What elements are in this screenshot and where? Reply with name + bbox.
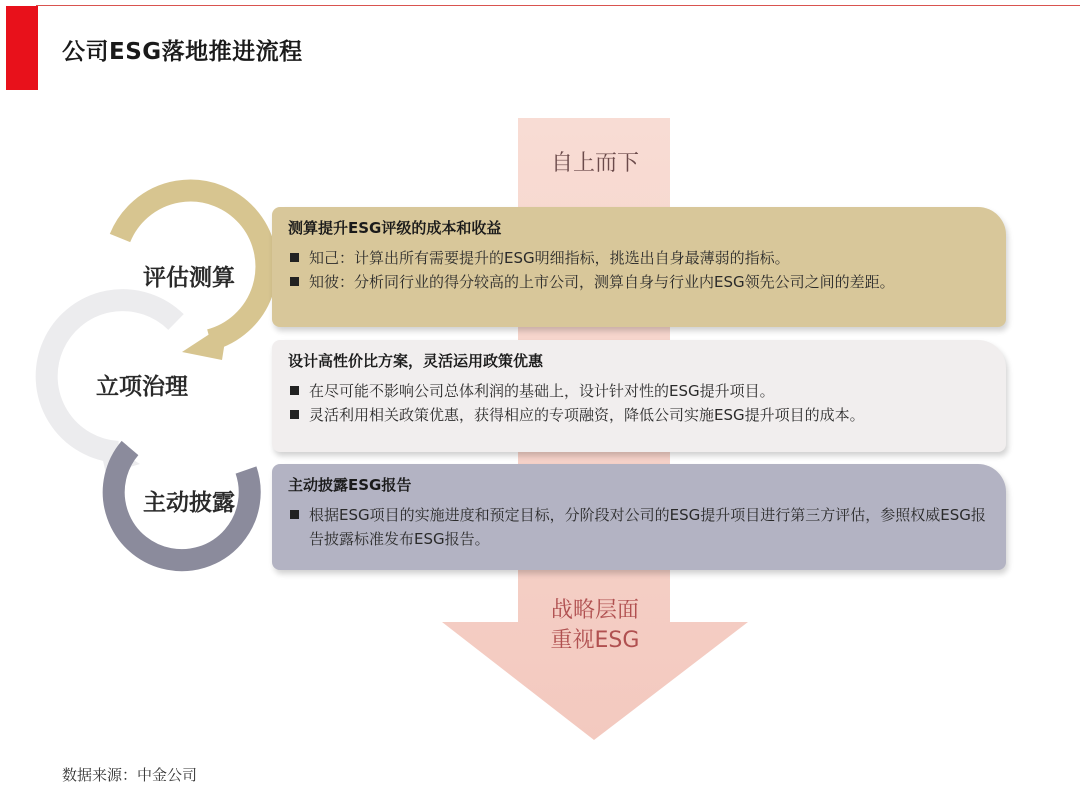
cycle-label-governance: 立项治理 bbox=[96, 374, 188, 400]
page-title: 公司ESG落地推进流程 bbox=[62, 39, 303, 65]
step-box-title: 测算提升ESG评级的成本和收益 bbox=[288, 219, 502, 237]
bullet-square-icon bbox=[290, 386, 299, 395]
step-box-title: 主动披露ESG报告 bbox=[288, 476, 412, 494]
arrow-bottom-line-2: 重视ESG bbox=[550, 628, 640, 653]
bullet-item bbox=[288, 379, 990, 403]
bullet-item bbox=[288, 503, 990, 551]
arrow-top-label: 自上而下 bbox=[550, 151, 639, 176]
bullet-item bbox=[288, 403, 990, 427]
bullet-item bbox=[288, 246, 990, 270]
cycle-label-disclose: 主动披露 bbox=[143, 490, 235, 516]
bullet-text: 知彼：分析同行业的得分较高的上市公司，测算自身与行业内ESG领先公司之间的差距。 bbox=[309, 273, 895, 291]
bullet-square-icon bbox=[290, 277, 299, 286]
bullet-text: 在尽可能不影响公司总体利润的基础上，设计针对性的ESG提升项目。 bbox=[309, 382, 775, 400]
source-note: 数据来源：中金公司 bbox=[62, 766, 198, 784]
bullet-text: 知己：计算出所有需要提升的ESG明细指标，挑选出自身最薄弱的指标。 bbox=[309, 249, 790, 267]
cycle-label-assess: 评估测算 bbox=[143, 265, 235, 291]
step-box-assess bbox=[272, 207, 1006, 327]
bullet-square-icon bbox=[290, 410, 299, 419]
step-box-disclose bbox=[272, 464, 1006, 570]
bullet-text: 灵活利用相关政策优惠，获得相应的专项融资，降低公司实施ESG提升项目的成本。 bbox=[309, 406, 865, 424]
bullet-square-icon bbox=[290, 510, 299, 519]
cycle-arrowhead-assess bbox=[182, 322, 228, 360]
bullet-item bbox=[288, 270, 990, 294]
bullet-text: 根据ESG项目的实施进度和预定目标，分阶段对公司的ESG提升项目进行第三方评估，参照权威ESG报告披露标准发布ESG报告。 bbox=[309, 506, 986, 548]
step-box-governance bbox=[272, 340, 1006, 452]
arrow-bottom-line-1: 战略层面 bbox=[550, 598, 639, 623]
step-box-title: 设计高性价比方案，灵活运用政策优惠 bbox=[288, 352, 544, 370]
bullet-square-icon bbox=[290, 253, 299, 262]
